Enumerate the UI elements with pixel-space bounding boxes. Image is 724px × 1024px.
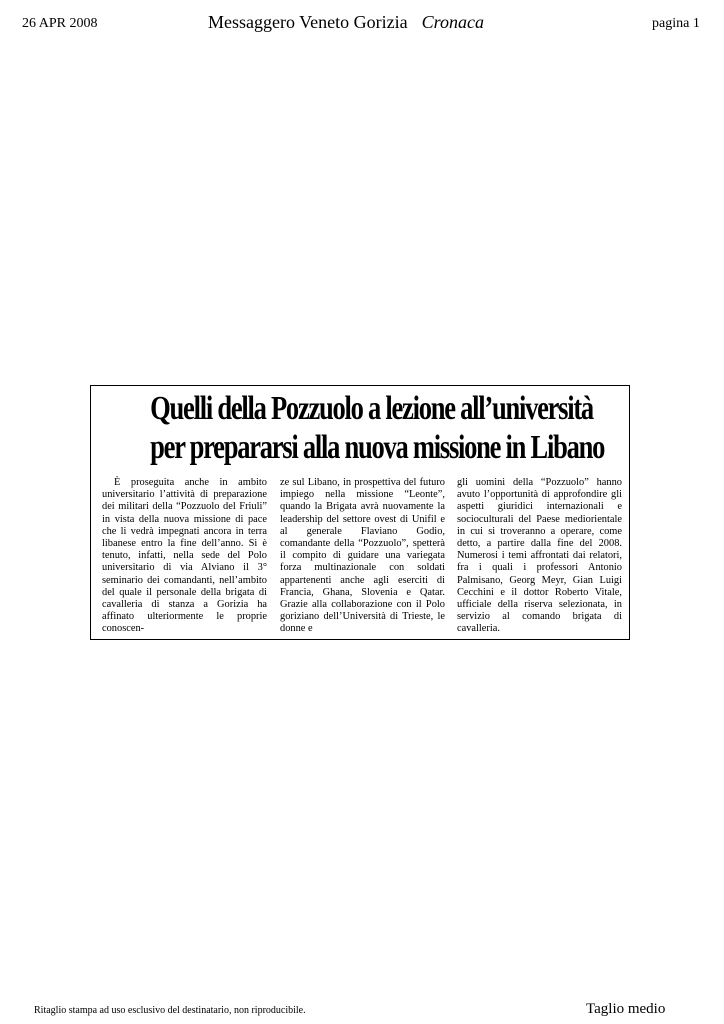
section-name: Cronaca — [421, 12, 484, 32]
publication-date: 26 APR 2008 — [22, 16, 98, 31]
headline-line-2: per prepararsi alla nuova missione in Libano — [150, 429, 605, 466]
article-column-1 — [102, 477, 267, 636]
publication-name: Messaggero Veneto Gorizia — [208, 12, 408, 32]
clipping-size-label: Taglio medio — [586, 1001, 666, 1017]
publication-header — [208, 12, 484, 33]
page-number: pagina 1 — [652, 16, 700, 31]
column-2-text: ze sul Libano, in prospettiva del futuro impiego nella missione “Leonte”, quando la Brigata avrà nuovamente la leadership del settore ovest di Unifil e al generale Flaviano Godio, comandante della “Pozzuolo”, spetterà il compito di guidare una variegata forza multinazionale con soldati appartenenti anche agli eserciti di Francia, Ghana, Slovenia e Qatar. Grazie alla collaborazione con il Polo goriziano dell’Università di Trieste, le donne e — [280, 477, 445, 635]
article-column-2 — [280, 477, 445, 636]
headline-line-1: Quelli della Pozzuolo a lezione all’università — [150, 390, 593, 427]
article-headline — [150, 389, 605, 467]
column-1-text: È proseguita anche in ambito universitario l’attività di preparazione dei militari della “Pozzuolo del Friuli” in vista della nuova missione di pace che li vedrà impegnati ancora in terra libanese entro la fine dell’anno. Si è tenuto, infatti, nella sede del Polo universitario di via Alviano il 3° seminario dei comandanti, nell’ambito del quale il personale della brigata di cavalleria di stanza a Gorizia ha affinato ulteriormente le proprie conoscen- — [102, 477, 267, 635]
copyright-notice: Ritaglio stampa ad uso esclusivo del destinatario, non riproducibile. — [34, 1005, 306, 1016]
article-column-3 — [457, 477, 622, 636]
article-clipping — [90, 385, 630, 640]
column-3-text: gli uomini della “Pozzuolo” hanno avuto l’opportunità di approfondire gli aspetti giuridici internazionali e socioculturali del Paese mediorientale in cui si troveranno a operare, come detto, a partire dalla fine del 2008. Numerosi i temi affrontati dai relatori, fra i quali i professori Antonio Palmisano, Georg Meyr, Gian Luigi Cecchini e il dottor Roberto Vitale, ufficiale della riserva selezionata, in servizio al comando brigata di cavalleria. — [457, 477, 622, 635]
